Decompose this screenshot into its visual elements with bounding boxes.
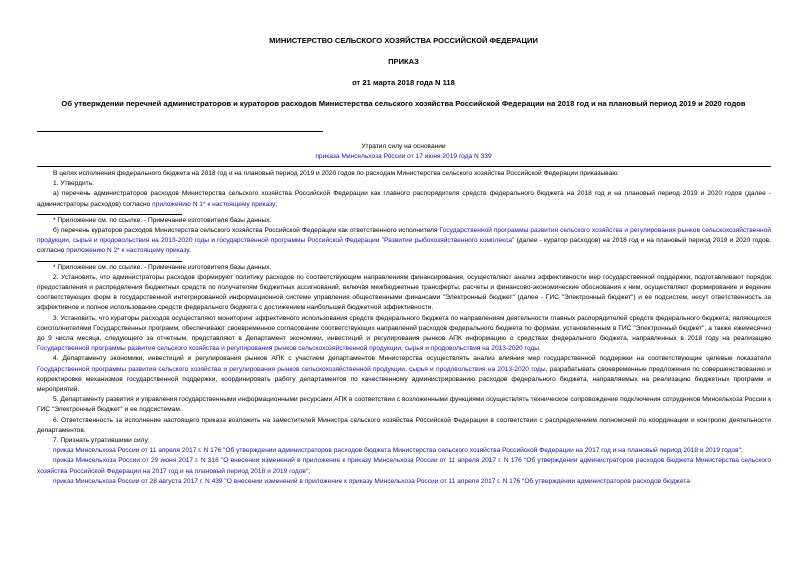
paragraph-1a-end: ; [275, 200, 278, 208]
paragraph-4-program-link[interactable]: Государственной программы развития сельского хозяйства и регулирования рынков сельскохозяйственной продукции, сырья и продовольствия на 2013-2020 годы [37, 365, 546, 373]
paragraph-1b-text: б) перечень кураторов расходов Министерства сельского хозяйства Российской Федерации как ответственного исполнителя [53, 227, 440, 235]
repealed-order-3-link[interactable]: приказ Минсельхоза России от 28 августа 2017 г. N 439 "О внесении изменений в приложение к приказу Минсельхоза России от 11 апреля 2017 г. N 176 "Об утверждении администраторов расходов бюджета [53, 477, 690, 485]
document-body [37, 169, 771, 487]
document-title: Об утверждении перечней администраторов и кураторов расходов Министерства сельского хозяйства Российской Федерации на 2018 год и на плановый период 2019 и 2020 годов [61, 99, 746, 108]
paragraph-4-end: , разрабатывать своевременные предложения по совершенствованию и корректировке механизмов государственной поддержки, координировать работу департаментов по качественному администрированию расходов федерального бюджета, направляемых на реализацию бюджетных программ и мероприятий. [37, 365, 771, 394]
paragraph-1: 1. Утвердить: [53, 180, 94, 188]
paragraph-1a-text: а) перечень администраторов расходов Министерства сельского хозяйства Российской Федерации как главного распорядителя средств федерального бюджета на 2018 год и на плановый период 2019 и 2020 годов (далее - администраторы расходов) согласно [37, 190, 771, 208]
paragraph-2: 2. Установить, что администраторы расходов формируют политику расходов по соответствующим направлениям финансирования, осуществляют анализ эффективности мер государственной поддержки, подготавливают порядок предоставления и распределения бюджетных средств по получателям бюджетных ассигнований, включая межбюджетные трансферты, расчеты и финансово-экономические обоснования к ним, осуществляют формирование и ведение соответствующих форм в государственной интегрированной информационной системе управления общественными финансами "Электронный бюджет" (далее - ГИС "Электронный бюджет") и ее подсистем, несут ответственность за эффективное и полное использование средств федерального бюджета с достижением наибольшей бюджетной эффективности. [37, 273, 771, 312]
repealed-order-1-link[interactable]: приказ Минсельхоза России от 11 апреля 2017 г. N 176 "Об утверждении администраторов расходов бюджета Министерства сельского хозяйства Российской Федерации на 2017 год и на плановый период 2018 и 2019 годов" [53, 447, 741, 455]
appendix-1-link[interactable]: приложению N 1* к настоящему приказу [152, 200, 276, 208]
intro-paragraph: В целях исполнения федерального бюджета на 2018 год и на плановый период 2019 и 2020 годов по расходам Министерства сельского хозяйства Российской Федерации приказываю: [53, 170, 620, 177]
status-divider [37, 166, 771, 167]
repealed-order-1-end: ; [740, 447, 743, 455]
paragraph-7: 7. Признать утратившими силу: [53, 437, 150, 445]
fishery-program-link[interactable]: государственной программы Российской Федерации "Развитие рыбохозяйственного комплекса" [217, 237, 515, 245]
appendix-2-link[interactable]: приложению N 2* к настоящему приказу [66, 247, 189, 255]
paragraph-4 [37, 354, 771, 395]
paragraph-6: 6. Ответственность за исполнение настоящего приказа возложить на заместителей Министра сельского хозяйства Российской Федерации в соответствии с распределением полномочий по координации и контролю деятельности департаментов. [37, 416, 771, 434]
paragraph-1a [37, 189, 771, 209]
footnote-divider-2 [37, 261, 182, 262]
footnote-divider-1 [37, 214, 182, 215]
repealed-order-3 [37, 477, 771, 487]
footnote-1: * Приложение см. по ссылке. - Примечание изготовителя базы данных. [53, 216, 272, 224]
footnote-2: * Приложение см. по ссылке. - Примечание изготовителя базы данных. [53, 263, 272, 271]
ministry-heading: МИНИСТЕРСТВО СЕЛЬСКОГО ХОЗЯЙСТВА РОССИЙСКОЙ ФЕДЕРАЦИИ [269, 36, 538, 45]
paragraph-5: 5. Департаменту развития и управления государственными информационными ресурсами АПК в соответствии с возложенными функциями осуществлять техническое сопровождение подключения сотрудников Минсельхоза России к ГИС "Электронный бюджет" и ее подсистемам. [37, 396, 771, 414]
repealed-order-1 [37, 446, 771, 456]
repealed-order-2-end: ; [308, 467, 311, 475]
state-program-link[interactable]: Государственной программы развития сельского хозяйства и регулирования рынков сельскохозяйственной продукции, сырья и продовольствия на 2013-2020 годы [37, 227, 771, 245]
date-number-heading: от 21 марта 2018 года N 118 [352, 78, 455, 87]
repealed-order-2 [37, 456, 771, 476]
paragraph-4-text: 4. Департаменту экономики, инвестиций и регулирования рынков АПК с участием департаментов Министерства осуществлять анализ влияния мер государственной поддержки на соответствующие целевые показатели [53, 355, 771, 363]
paragraph-3-program-link[interactable]: Государственной программы развития сельского хозяйства и регулирования рынков сельскохозяйственной продукции, сырья и продовольствия на 2013-2020 годы [37, 345, 540, 353]
status-notice [0, 142, 807, 162]
lost-force-link[interactable]: приказа Минсельхоза России от 17 июня 2019 года N 339 [315, 153, 492, 161]
document-type-heading: ПРИКАЗ [388, 57, 419, 66]
paragraph-1b-mid: (далее - куратор расходов) на 2018 год и на плановый период 2019 и 2020 годов, согласно [37, 237, 771, 255]
paragraph-3 [37, 314, 771, 355]
lost-force-label: Утратил силу на основании [361, 143, 446, 150]
paragraph-3-end: . [539, 345, 541, 353]
paragraph-3-text: 3. Установить, что кураторы расходов осуществляют мониторинг эффективного использования средств федерального бюджета по направлениям деятельности главных распорядителей средств федерального бюджета, являющихся соисполнителями Государственных программ, обеспечивают своевременное согласование соответствующих направлений расходов федерального бюджета по формам, установленным в ГИС "Электронный бюджет", а также ежемесячно до 9 числа месяца, следующего за отчетным, представляют в Департамент экономики, инвестиций и регулирования рынков АПК информацию о средствах федерального бюджета, направленных в 2018 году на реализацию [37, 314, 771, 343]
repealed-order-2-link[interactable]: приказ Минсельхоза России от 29 июня 2017 г. N 316 "О внесении изменений в приложение к приказу Минсельхоза России от 11 апреля 2017 г. N 176 "Об утверждении администраторов расходов бюджета Министерства сельского хозяйства Российской Федерации на 2017 год и на плановый период 2018 и 2019 годов" [37, 457, 771, 475]
paragraph-1b-end: . [188, 247, 191, 255]
paragraph-1b [37, 226, 771, 257]
title-divider [37, 131, 323, 132]
paragraph-1b-and: и [209, 237, 218, 245]
